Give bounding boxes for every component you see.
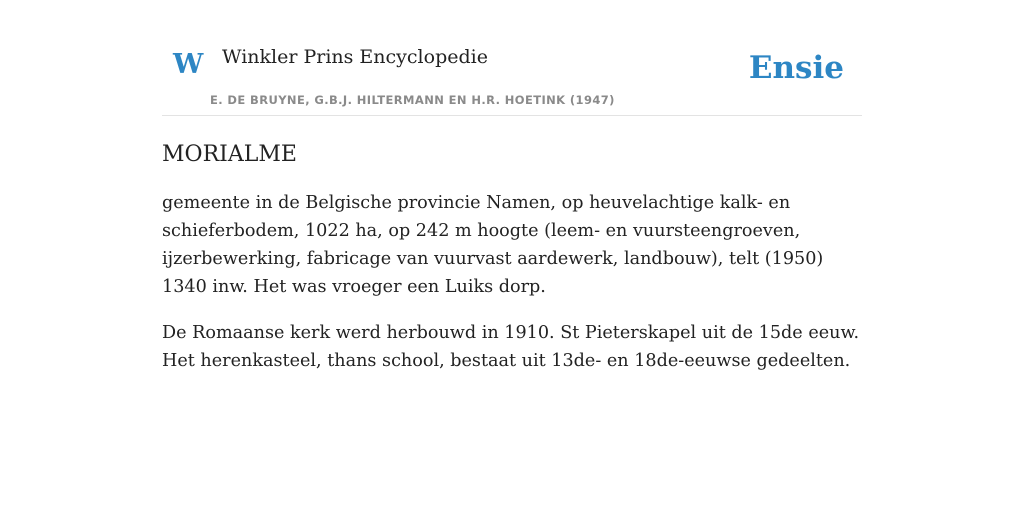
entry-paragraph: De Romaanse kerk werd herbouwd in 1910. St Pieterskapel uit de 15de eeuw. Het herenkasteel, thans school, bestaat uit 13de- en 18de-eeuwse gedeelten. [162,323,860,372]
entry-title: MORIALME [162,142,297,167]
content-column [162,0,862,393]
winkler-prins-logo[interactable]: W [173,49,204,80]
source-header [162,0,862,116]
entry-paragraph: gemeente in de Belgische provincie Namen, op heuvelachtige kalk- en schieferbodem, 1022 ha, op 242 m hoogte (leem- en vuursteengroeven, ijzerbewerking, fabricage van vuurvast aardewerk, landbouw), telt (1950) 1340 inw. Het was vroeger een Luiks dorp. [162,193,824,298]
source-authors: E. DE BRUYNE, G.B.J. HILTERMANN EN H.R. HOETINK (1947) [210,93,615,107]
ensie-logo-link[interactable]: Ensie [748,50,844,86]
entry-body [162,189,862,375]
source-title[interactable]: Winkler Prins Encyclopedie [222,46,488,68]
